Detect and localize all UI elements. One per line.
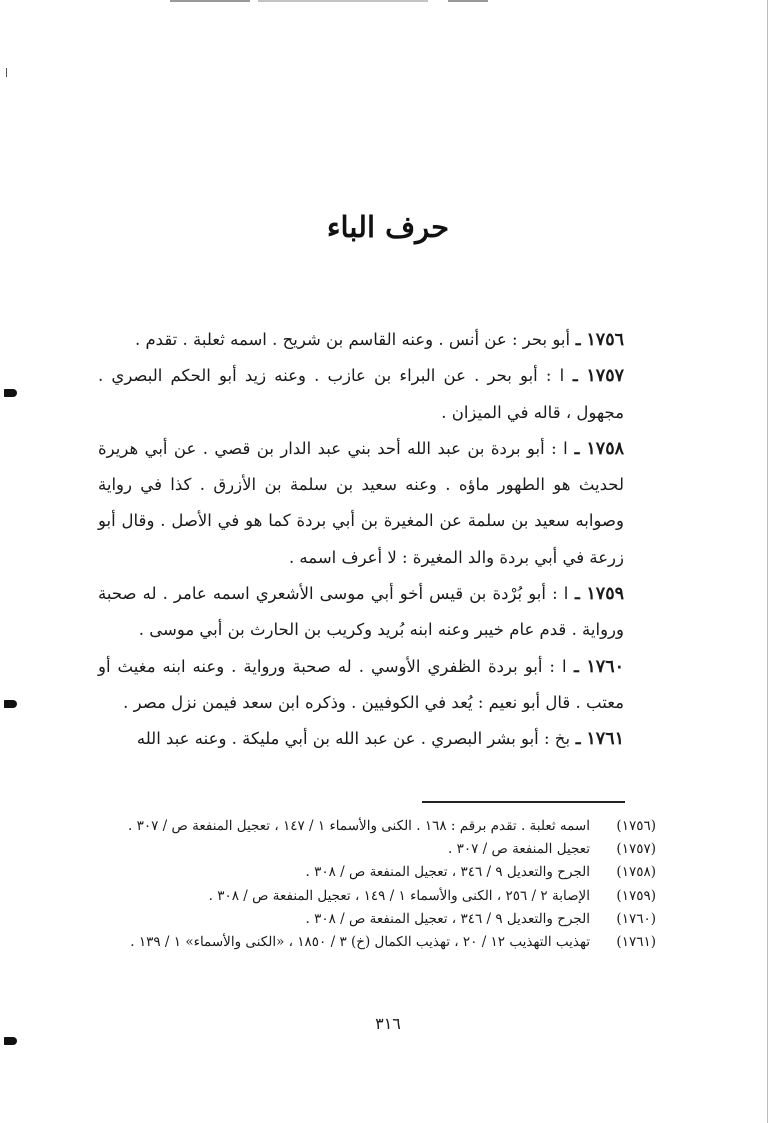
entry-1760	[98, 649, 624, 722]
page-edge-rule	[767, 0, 768, 1123]
footnote-text: الإصابة ٢ / ٢٥٦ ، الكنى والأسماء ١ / ١٤٩ ، تعجيل المنفعة ص / ٣٠٨ .	[208, 887, 590, 904]
footnote-text: تعجيل المنفعة ص / ٣٠٧ .	[448, 841, 590, 858]
scan-edge-line	[258, 0, 428, 2]
entry-number: ١٧٥٦	[586, 330, 624, 350]
footnote-number: (١٧٥٨)	[616, 864, 656, 881]
scan-edge-line	[170, 0, 250, 2]
entry-1758	[98, 431, 624, 576]
entry-text: ا : أبو بردة بن عبد الله أحد بني عبد الدار بن قصي . عن أبي هريرة لحديث هو الطهور ماؤه . وعنه سعيد بن سلمة بن الأزرق . كذا في رواية وصوابه سعيد بن سلمة عن المغيرة بن أبي بردة كما هو في الأصل . وقال أبو زرعة في أبي بردة والد المغيرة : لا أعرف اسمه .	[98, 438, 624, 567]
entry-number: ١٧٥٧	[586, 366, 624, 387]
entry-separator: ـ	[567, 438, 587, 458]
footnote-1757	[96, 838, 656, 861]
footnote-number: (١٧٦٠)	[616, 910, 656, 927]
footnote-1759	[96, 885, 656, 908]
entry-number: ١٧٥٨	[586, 438, 624, 459]
entry-separator: ـ	[568, 584, 587, 604]
binding-hole-mark	[4, 700, 17, 708]
footnote-number: (١٧٦١)	[616, 934, 656, 951]
footnote-1760	[96, 908, 656, 931]
footnote-text: تهذيب التهذيب ١٢ / ٢٠ ، تهذيب الكمال (خ) ٣ / ١٨٥٠ ، «الكنى والأسماء» ١ / ١٣٩ .	[130, 934, 590, 951]
entry-number: ١٧٦١	[586, 729, 624, 750]
footnote-1756	[96, 815, 656, 838]
chapter-title: حرف الباء	[326, 210, 450, 244]
entry-text: أبو بحر : عن أنس . وعنه القاسم بن شريح . اسمه ثعلبة . تقدم .	[134, 330, 571, 349]
entry-separator: ـ	[566, 656, 587, 676]
entries-body	[98, 322, 624, 758]
entry-1757	[98, 358, 624, 431]
entry-number: ١٧٦٠	[586, 656, 624, 677]
scan-edge-line	[448, 0, 488, 2]
entry-1761	[98, 721, 624, 757]
footnote-number: (١٧٥٦)	[616, 818, 656, 834]
entry-number: ١٧٥٩	[586, 584, 624, 605]
entry-text: بخ : أبو بشر البصري . عن عبد الله بن أبي مليكة . وعنه عبد الله	[136, 729, 571, 749]
entry-separator: ـ	[570, 729, 587, 749]
page-number: ٣١٦	[375, 1014, 401, 1033]
entry-text: ا : أبو بحر . عن البراء بن عازب . وعنه زيد أبو الحكم البصري . مجهول ، قاله في الميزان .	[98, 366, 624, 422]
binding-hole-mark	[4, 1037, 17, 1045]
footnotes	[96, 815, 656, 954]
entry-separator: ـ	[564, 366, 587, 386]
entry-text: ا : أبو بردة الظفري الأوسي . له صحبة ورواية . وعنه ابنه مغيث أو معتب . قال أبو نعيم : يُعد في الكوفيين . وذكره ابن سعد فيمن نزل مصر .	[98, 656, 624, 712]
footnote-1758	[96, 861, 656, 884]
entry-text: ا : أبو بُرْدة بن قيس أخو أبي موسى الأشعري اسمه عامر . له صحبة ورواية . قدم عام خيبر وعنه ابنه بُريد وكريب بن الحارث بن أبي موسى .	[98, 584, 624, 640]
footnote-1761	[96, 931, 656, 954]
entry-separator: ـ	[570, 330, 587, 349]
footnote-text: اسمه ثعلبة . تقدم برقم : ١٦٨ . الكنى والأسماء ١ / ١٤٧ ، تعجيل المنفعة ص / ٣٠٧ .	[128, 818, 590, 834]
binding-hole-mark	[4, 389, 17, 397]
footnote-number: (١٧٥٧)	[616, 841, 656, 858]
footnote-number: (١٧٥٩)	[616, 887, 656, 904]
entry-1756	[98, 322, 624, 358]
scan-tick-mark	[6, 68, 7, 77]
entry-1759	[98, 576, 624, 649]
footnote-separator-rule	[422, 801, 625, 803]
footnote-text: الجرح والتعديل ٩ / ٣٤٦ ، تعجيل المنفعة ص / ٣٠٨ .	[305, 864, 590, 881]
footnote-text: الجرح والتعديل ٩ / ٣٤٦ ، تعجيل المنفعة ص / ٣٠٨ .	[305, 910, 590, 927]
